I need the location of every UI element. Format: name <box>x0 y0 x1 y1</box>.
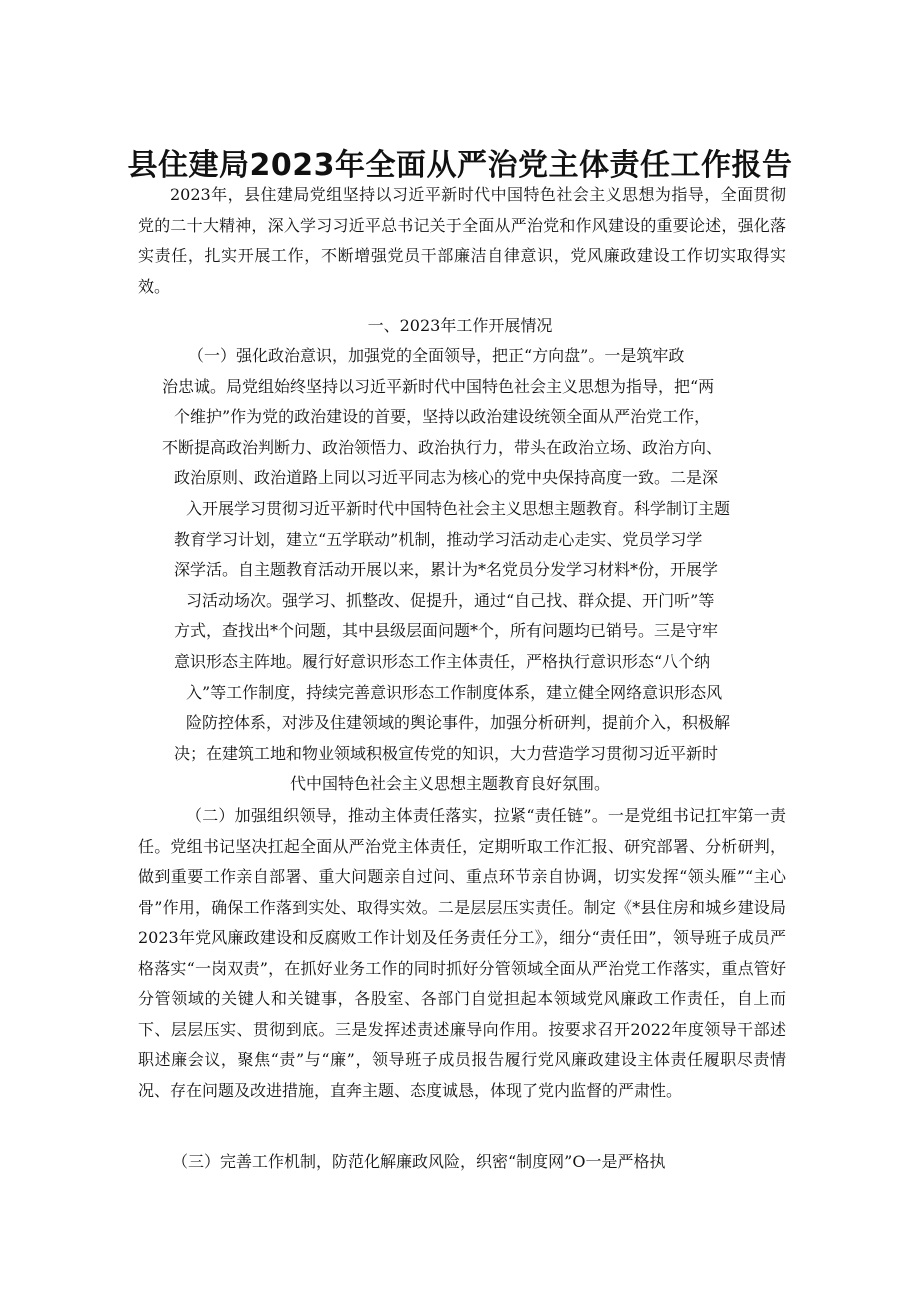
subsection-3: （三）完善工作机制，防范化解廉政风险，织密“制度网”O一是严格执 <box>172 1152 666 1171</box>
intro-paragraph: 2023年，县住建局党组坚持以习近平新时代中国特色社会主义思想为指导，全面贯彻党的二十大精神，深入学习习近平总书记关于全面从严治党和作风建设的重要论述，强化落实责任，扎实开展工作，不断增强党员干部廉洁自律意识，党风廉政建设工作切实取得实效。 <box>138 185 786 296</box>
subsection-1-line: 代中国特色社会主义思想主题教育良好氛围。 <box>290 774 611 794</box>
subsection-1-line: 教育学习计划，建立“五学联动”机制，推动学习活动走心走实、党员学习学 <box>174 529 703 549</box>
subsection-1-line: 习活动场次。强学习、抓整改、促提升，通过“自己找、群众提、开门听”等 <box>186 590 715 610</box>
section-heading: 一、2023年工作开展情况 <box>367 316 553 335</box>
subsection-1-line: （一）强化政治意识，加强党的全面领导，把正“方向盘”。一是筑牢政 <box>188 346 685 365</box>
subsection-1 <box>158 341 758 800</box>
subsection-1-line: 意识形态主阵地。履行好意识形态工作主体责任，严格执行意识形态“八个纳 <box>174 651 711 671</box>
subsection-1-line: 入开展学习贯彻习近平新时代中国特色社会主义思想主题教育。科学制订主题 <box>186 498 731 518</box>
subsection-1-line: 政治原则、政治道路上同以习近平同志为核心的党中央保持高度一致。二是深 <box>174 468 719 488</box>
subsection-1-line: 治忠诚。局党组始终坚持以习近平新时代中国特色社会主义思想为指导，把“两 <box>162 376 715 396</box>
subsection-1-line: 个维护”作为党的政治建设的首要，坚持以政治建设统领全面从严治党工作， <box>174 407 711 427</box>
subsection-1-line: 入”等工作制度，持续完善意识形态工作制度体系，建立健全网络意识形态风 <box>186 682 723 702</box>
subsection-1-line: 深学活。自主题教育活动开展以来，累计为*名党员分发学习材料*份，开展学 <box>174 560 719 580</box>
subsection-2: （二）加强组织领导，推动主体责任落实，拉紧“责任链”。一是党组书记扛牢第一责任。党组书记坚决扛起全面从严治党主体责任，定期听取工作汇报、研究部署、分析研判，做到重要工作亲自部署、重大问题亲自过问、重点环节亲自协调，切实发挥“领头雁”“主心骨”作用，确保工作落到实处、取得实效。二是层层压实责任。制定《*县住房和城乡建设局2023年党风廉政建设和反腐败工作计划及任务责任分工》，细分“责任田”，领导班子成员严格落实“一岗双责”，在抓好业务工作的同时抓好分管领域全面从严治党工作落实，重点管好分管领域的关键人和关键事，各股室、各部门自觉担起本领域党风廉政工作责任，自上而下、层层压实、贯彻到底。三是发挥述责述廉导向作用。按要求召开2022年度领导干部述职述廉会议，聚焦“责”与“廉”，领导班子成员报告履行党风廉政建设主体责任履职尽责情况、存在问题及改进措施，直奔主题、态度诚恳，体现了党内监督的严肃性。 <box>138 806 786 1100</box>
subsection-1-line: 不断提高政治判断力、政治领悟力、政治执行力，带头在政治立场、政治方向、 <box>162 437 723 457</box>
subsection-1-line: 险防控体系，对涉及住建领域的舆论事件，加强分析研判，提前介入，积极解 <box>186 713 731 733</box>
document-title: 县住建局2023年全面从严治党主体责任工作报告 <box>127 148 793 184</box>
subsection-1-line: 决；在建筑工地和物业领域积极宣传党的知识，大力营造学习贯彻习近平新时 <box>174 743 719 763</box>
subsection-1-line: 方式，查找出*个问题，其中县级层面问题*个，所有问题均已销号。三是守牢 <box>174 621 719 641</box>
